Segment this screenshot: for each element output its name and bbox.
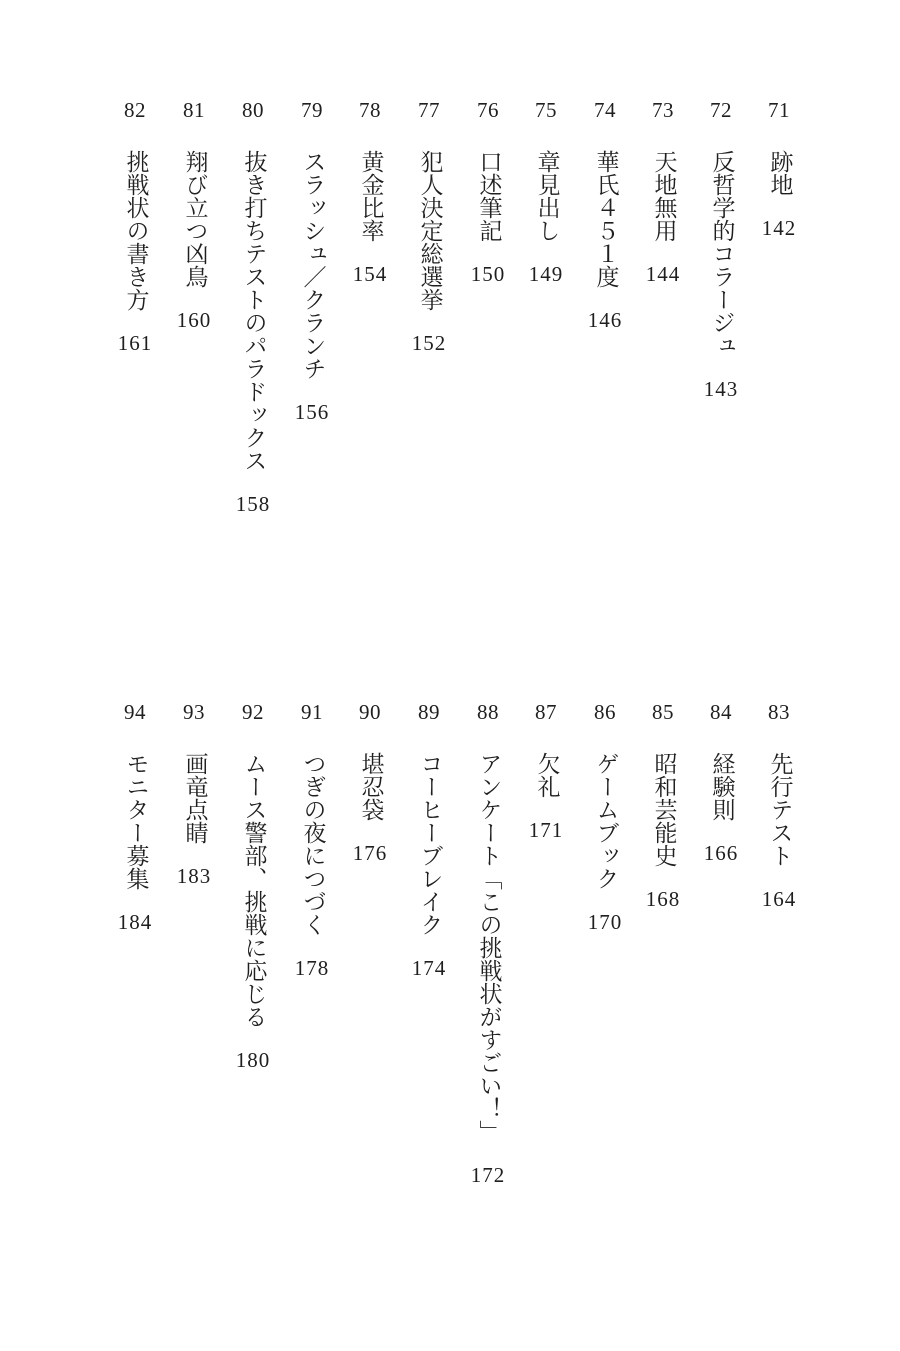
entry-number: 91 xyxy=(301,700,323,724)
entry-page-number: 144 xyxy=(645,262,681,286)
entry-page-number: 158 xyxy=(235,492,271,516)
entry-title: 経験則 xyxy=(708,752,735,821)
entry-page-number: 184 xyxy=(117,910,153,934)
entry-title: コーヒーブレイク xyxy=(416,752,443,936)
entry-number: 71 xyxy=(768,98,790,122)
entry-page-number: 150 xyxy=(470,262,506,286)
toc-entry[interactable] xyxy=(521,100,571,285)
entry-number: 92 xyxy=(242,700,264,724)
entry-page-number: 164 xyxy=(761,887,797,911)
entry-number: 77 xyxy=(418,98,440,122)
entry-title: ゲームブック xyxy=(592,752,619,890)
entry-number: 85 xyxy=(652,700,674,724)
entry-title: 翔び立つ凶鳥 xyxy=(181,150,208,288)
entry-page-number: 176 xyxy=(352,841,388,865)
entry-number: 86 xyxy=(594,700,616,724)
entry-page-number: 170 xyxy=(587,910,623,934)
entry-page-number: 152 xyxy=(411,331,447,355)
entry-title: 口述筆記 xyxy=(475,150,502,242)
toc-entry[interactable] xyxy=(638,100,688,285)
entry-number: 78 xyxy=(359,98,381,122)
entry-title: スラッシュ／クランチ xyxy=(299,150,326,380)
entry-number: 76 xyxy=(477,98,499,122)
toc-entry[interactable] xyxy=(287,702,337,979)
toc-entry[interactable] xyxy=(345,702,395,864)
entry-page-number: 146 xyxy=(587,308,623,332)
toc-entry[interactable] xyxy=(345,100,395,285)
entry-page-number: 168 xyxy=(645,887,681,911)
toc-entry[interactable] xyxy=(463,100,513,285)
toc-entry[interactable] xyxy=(169,100,219,331)
entry-page-number: 160 xyxy=(176,308,212,332)
toc-entry[interactable] xyxy=(754,100,804,239)
entry-number: 89 xyxy=(418,700,440,724)
entry-page-number: 174 xyxy=(411,956,447,980)
toc-entry[interactable] xyxy=(521,702,571,841)
entry-title: 反哲学的コラージュ xyxy=(708,150,735,357)
entry-number: 94 xyxy=(124,700,146,724)
toc-entry[interactable] xyxy=(580,100,630,331)
toc-entry[interactable] xyxy=(404,702,454,979)
toc-entry[interactable] xyxy=(110,100,160,354)
entry-page-number: 154 xyxy=(352,262,388,286)
entry-title: 天地無用 xyxy=(650,150,677,242)
entry-number: 84 xyxy=(710,700,732,724)
entry-page-number: 178 xyxy=(294,956,330,980)
entry-title: 昭和芸能史 xyxy=(650,752,677,867)
entry-number: 80 xyxy=(242,98,264,122)
entry-page-number: 166 xyxy=(703,841,739,865)
entry-title: 挑戦状の書き方 xyxy=(122,150,149,311)
entry-title: 華氏４５１度 xyxy=(592,150,619,288)
entry-page-number: 156 xyxy=(294,400,330,424)
entry-title: 抜き打ちテストのパラドックス xyxy=(240,150,267,472)
entry-title: 跡地 xyxy=(766,150,793,196)
entry-title: 犯人決定総選挙 xyxy=(416,150,443,311)
entry-number: 90 xyxy=(359,700,381,724)
toc-entry[interactable] xyxy=(287,100,337,423)
toc-entry[interactable] xyxy=(638,702,688,910)
toc-entry[interactable] xyxy=(754,702,804,910)
toc-entry[interactable] xyxy=(580,702,630,933)
entry-title: 画竜点睛 xyxy=(181,752,208,844)
entry-number: 83 xyxy=(768,700,790,724)
toc-entry[interactable] xyxy=(228,100,278,515)
entry-title: アンケート「この挑戦状がすごい！」 xyxy=(475,752,502,1143)
entry-title: つぎの夜につづく xyxy=(299,752,326,936)
entry-title: 堪忍袋 xyxy=(357,752,384,821)
entry-number: 82 xyxy=(124,98,146,122)
toc-entry[interactable] xyxy=(169,702,219,887)
entry-number: 81 xyxy=(183,98,205,122)
entry-page-number: 142 xyxy=(761,216,797,240)
entry-number: 87 xyxy=(535,700,557,724)
toc-entry[interactable] xyxy=(696,100,746,400)
toc-entry[interactable] xyxy=(228,702,278,1071)
entry-number: 79 xyxy=(301,98,323,122)
toc-entry[interactable] xyxy=(110,702,160,933)
toc-entry[interactable] xyxy=(463,702,513,1186)
entry-number: 74 xyxy=(594,98,616,122)
entry-page-number: 149 xyxy=(528,262,564,286)
entry-title: 先行テスト xyxy=(766,752,793,867)
entry-title: 章見出し xyxy=(533,150,560,242)
entry-number: 72 xyxy=(710,98,732,122)
entry-title: ムース警部、挑戦に応じる xyxy=(240,752,267,1028)
entry-number: 88 xyxy=(477,700,499,724)
entry-page-number: 172 xyxy=(470,1163,506,1187)
entry-title: 黄金比率 xyxy=(357,150,384,242)
entry-page-number: 161 xyxy=(117,331,153,355)
entry-title: モニター募集 xyxy=(122,752,149,890)
entry-page-number: 180 xyxy=(235,1048,271,1072)
entry-number: 73 xyxy=(652,98,674,122)
entry-number: 75 xyxy=(535,98,557,122)
entry-number: 93 xyxy=(183,700,205,724)
entry-title: 欠礼 xyxy=(533,752,560,798)
toc-entry[interactable] xyxy=(696,702,746,864)
entry-page-number: 183 xyxy=(176,864,212,888)
entry-page-number: 171 xyxy=(528,818,564,842)
toc-entry[interactable] xyxy=(404,100,454,354)
entry-page-number: 143 xyxy=(703,377,739,401)
